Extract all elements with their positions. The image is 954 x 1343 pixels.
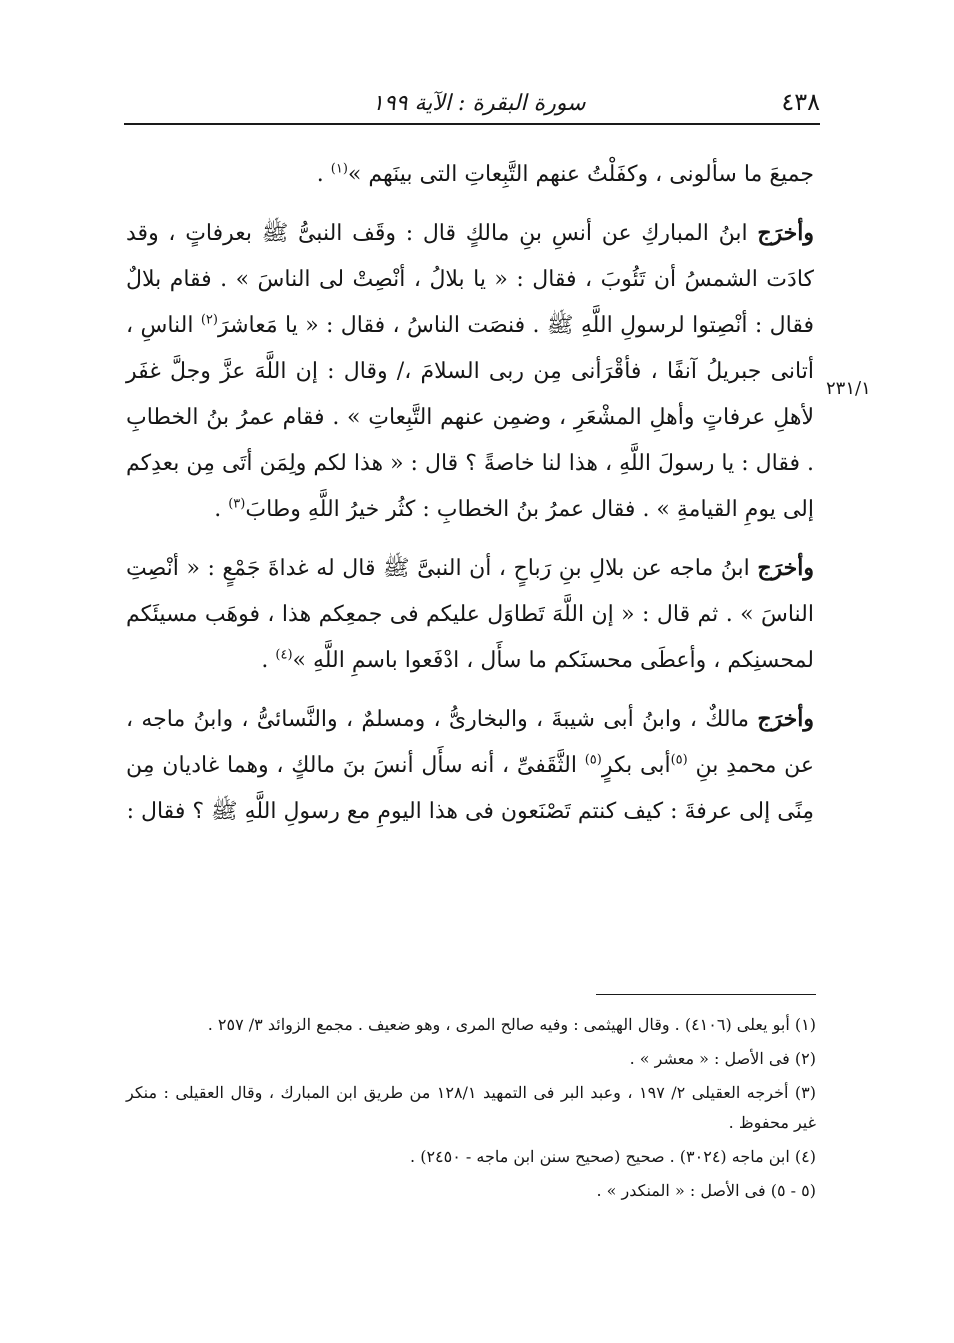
paragraph-tail: . <box>261 648 276 673</box>
footnote-5: (٥ - ٥) فى الأصل : « المنكدر » . <box>596 1181 816 1200</box>
footnote-3: (٣) أخرجه العقيلى ٢/ ١٩٧ ، وعبد البر فى التمهيد ١٢٨/١ من طريق ابن المبارك ، وقال العقيلى : منكر غير محفوظ . <box>126 1083 816 1132</box>
paragraph-text: ابنُ المباركِ عن أنسِ بنِ مالكٍ قال : وقَف النبىُّ ﷺ بعرفاتٍ ، وقد كادَت الشمسُ أن تَئُوبَ ، فقال : « يا بلالُ ، أنْصِتْ لى الناسَ » . فقام بلالٌ فقال : أنْصِتوا لرسولِ اللَّهِ ﷺ . فنصَت الناسُ ، فقال : « يا مَعاشرَ <box>126 221 814 338</box>
paragraph-2 <box>126 210 814 533</box>
margin-page-reference: ٢٣١/١ <box>826 378 871 399</box>
paragraph-tail: . <box>316 162 331 187</box>
running-title: سورة البقرة : الآية ١٩٩ <box>372 91 586 116</box>
page-header <box>124 70 820 116</box>
footnote-ref: (٤) <box>275 647 293 663</box>
paragraph-1 <box>126 152 814 198</box>
paragraph-tail: الثَّقَفىِّ ، أنه سأَل أنسَ بنَ مالكٍ ، وهما غاديان مِن مِنًى إلى عرفةَ : كيف كنتم تَصْنَعون فى هذا اليومِ مع رسولِ اللَّهِ ﷺ ؟ فقال : <box>126 753 814 824</box>
paragraph-3 <box>126 545 814 684</box>
main-text <box>126 152 814 847</box>
paragraph-4 <box>126 696 814 835</box>
paragraph-lead: وأخرَج <box>757 220 814 246</box>
header-rule <box>124 123 820 125</box>
paragraph-text-continued: الناسِ ، أتانى جبريلُ آنفًا ، فأقْرَأنى مِن ربى السلامَ ،/ وقال : إن اللَّهَ عزَّ وجلَّ غفَر لأهلِ عرفاتٍ وأهلِ المشْعَرِ ، وضمِن عنهم التَّبِعاتِ » . فقام عمرُ بنُ الخطابِ . فقال : يا رسولَ اللَّهِ ، هذا لنا خاصةً ؟ قال : « هذا لكم ولِمَن أتَى مِن بعدِكم إلى يومِ القيامةِ » . فقال عمرُ بنُ الخطابِ : كثُر خيرُ اللَّهِ وطابَ <box>126 313 814 522</box>
paragraph-text: مالكٌ ، وابنُ أبى شيبةَ ، والبخارىُّ ، ومسلمٌ ، والنَّسائىُّ ، وابنُ ماجه ، عن محمدِ بنِ <box>126 707 814 778</box>
footnote-ref: (١) <box>330 161 348 177</box>
footnote-1: (١) أبو يعلى (٤١٠٦) . وقال الهيثمى : وفيه صالح المرى ، وهو ضعيف . مجمع الزوائد ٣/ ٢٥٧ . <box>207 1015 816 1034</box>
footnote-rule <box>596 994 816 995</box>
footnote-ref: (٥) <box>584 752 602 768</box>
footnote-ref: (٣) <box>228 496 246 512</box>
paragraph-text: ابنُ ماجه عن بلالِ بنِ رَباحٍ ، أن النبىَّ ﷺ قال له غداةَ جَمْعٍ : « أنْصِتِ الناسَ » . ثم قال : « إن اللَّهَ تَطاوَل عليكم فى جمعِكم هذا ، فوهَب مسيئَكم لمحسنِكم ، وأعطَى محسنَكم ما سأَل ، ادْفَعوا باسمِ اللَّهِ » <box>126 556 814 673</box>
page-number: ٤٣٨ <box>781 88 820 116</box>
footnote-2: (٢) فى الأصل : « معشر » . <box>629 1049 816 1068</box>
footnote-4: (٤) ابن ماجه (٣٠٢٤) . صحيح (صحيح سنن ابن ماجه - ٢٤٥٠) . <box>410 1147 816 1166</box>
paragraph-text: جميعَ ما سألونى ، وكفَلْتُ عنهم التَّبِعاتِ التى بينَهم » <box>347 162 814 187</box>
paragraph-lead: وأخرَج <box>757 555 814 581</box>
footnotes <box>126 1010 816 1210</box>
paragraph-text-continued: أبى بكرٍ <box>601 753 671 778</box>
paragraph-lead: وأخرَج <box>757 706 814 732</box>
footnote-ref: (٥) <box>670 752 688 768</box>
footnote-ref: (٢) <box>200 312 218 328</box>
paragraph-tail: . <box>214 497 229 522</box>
